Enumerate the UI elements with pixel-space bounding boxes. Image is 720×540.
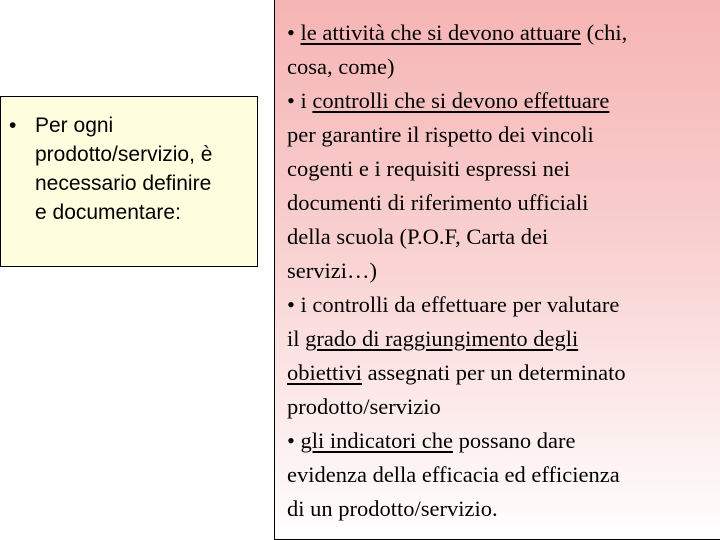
- item-indicators: [287, 424, 720, 526]
- item-controls-line-6: servizi…): [287, 258, 377, 283]
- item-evaluation: [287, 288, 720, 424]
- item-indicators-line-1: [287, 424, 720, 458]
- item-activities-line-1: [287, 16, 720, 50]
- activities-underlined: le attività che si devono attuare: [300, 20, 582, 45]
- indicators-underlined: gli indicatori che: [300, 428, 453, 453]
- item-evaluation-line-2: [287, 322, 720, 356]
- item-indicators-line-2: evidenza della efficacia ed efficienza: [287, 462, 620, 487]
- bullet-mark: •: [287, 428, 295, 453]
- controls-underlined: controlli che si devono effettuare: [312, 88, 610, 113]
- intro-line-1: Per ogni: [35, 114, 114, 137]
- intro-bullet: [9, 111, 249, 227]
- bullet-mark: •: [287, 88, 295, 113]
- item-indicators-line-3: di un prodotto/servizio.: [287, 496, 498, 521]
- item-controls-line-5: della scuola (P.O.F, Carta dei: [287, 224, 549, 249]
- intro-box: [0, 96, 258, 267]
- controls-prefix: i: [300, 88, 313, 113]
- evaluation-prefix: il: [287, 326, 306, 351]
- bullet-mark: •: [287, 292, 295, 317]
- item-activities: [287, 16, 720, 84]
- item-controls-line-3: cogenti e i requisiti espressi nei: [287, 156, 571, 181]
- evaluation-underlined-a: grado di raggiungimento degli: [305, 326, 579, 351]
- indicators-rest: possano dare: [452, 428, 576, 453]
- item-controls-line-4: documenti di riferimento ufficiali: [287, 190, 589, 215]
- item-controls-line-2: per garantire il rispetto dei vincoli: [287, 122, 594, 147]
- evaluation-underlined-b: obiettivi: [287, 360, 362, 385]
- item-evaluation-line-1: [287, 288, 720, 322]
- activities-rest: (chi,: [581, 20, 628, 45]
- item-activities-line-2: cosa, come): [287, 54, 395, 79]
- intro-line-4: e documentare:: [35, 201, 181, 224]
- bullet-mark: •: [9, 114, 17, 137]
- item-evaluation-line-4: prodotto/servizio: [287, 394, 441, 419]
- item-controls: [287, 84, 720, 288]
- intro-line-2: prodotto/servizio, è: [35, 143, 213, 166]
- intro-line-3: necessario definire: [35, 172, 212, 195]
- bullet-mark: •: [287, 20, 295, 45]
- item-controls-line-1: [287, 84, 720, 118]
- requirements-panel: [274, 0, 720, 540]
- item-evaluation-line-3: [287, 356, 720, 390]
- evaluation-rest: assegnati per un determinato: [362, 360, 626, 385]
- evaluation-first-line: i controlli da effettuare per valutare: [300, 292, 620, 317]
